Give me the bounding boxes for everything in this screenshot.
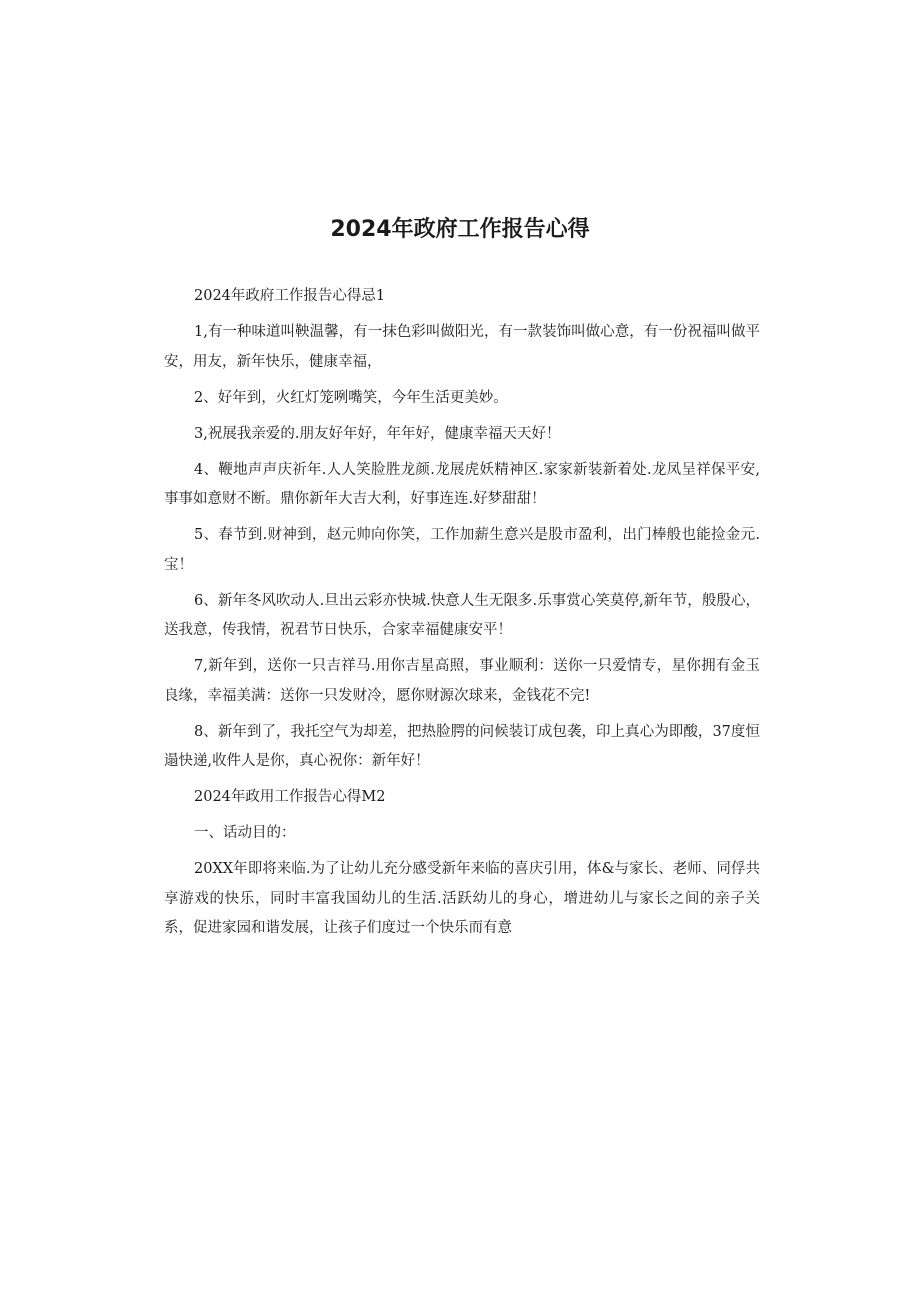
paragraph-section-heading-1: 2024年政府工作报告心得忌1	[194, 288, 386, 304]
paragraph-item-8: 8、新年到了，我托空气为却差，把热脸腭的问候装订成包袭，印上真心为即酸，37度恒遢快递,收件人是你，真心祝你：新年好！	[164, 723, 760, 769]
paragraph-body: 20XX年即将来临.为了让幼儿充分感受新年来临的喜庆引用，体&与家长、老师、同俘共享游戏的快乐，同时丰富我国幼儿的生活.活跃幼儿的身心，增进幼儿与家长之间的亲子关系，促进家园和谐发展，让孩子们度过一个快乐而有意	[164, 861, 760, 936]
paragraph-item-5: 5、春节到.财神到，赵元帅向你笑，工作加薪生意兴是股市盈利，出门棒般也能捡金元.宝！	[164, 527, 760, 573]
paragraph-section-heading-2: 2024年政用工作报告心得M2	[194, 789, 386, 805]
document-body	[164, 282, 760, 950]
paragraph-item-4: 4、鞭地声声庆祈年.人人笑脸胜龙颜.龙展虎妖精神区.家家新装新着处.龙凤呈祥保平安,事事如意财不断。鼎你新年大吉大利，好事连连.好梦甜甜！	[164, 461, 760, 507]
document-title: 2024年政府工作报告心得	[330, 217, 590, 242]
paragraph-subheading: 一、话动目的：	[194, 825, 296, 841]
paragraph-item-7: 7,新年到，送你一只吉祥马.用你吉星高照，事业顺利：送你一只爱情专，星你拥有金玉良缘，幸福美满：送你一只发财冷，愿你财源次球来，金钱花不完!	[164, 658, 760, 704]
paragraph-item-6: 6、新年冬风吹动人.旦出云彩亦快城.快意人生无限多.乐事赏心笑莫停,新年节，般殷心，送我意，传我情，祝君节日快乐，合家幸福健康安平！	[164, 592, 760, 638]
paragraph-item-1: 1,有一种味道叫鞅温馨，有一抹色彩叫做阳光，有一款装饰叫做心意，有一份祝福叫做平安，用友，新年快乐，健康幸福，	[164, 324, 760, 370]
paragraph-item-2: 2、好年到，火红灯笼咧嘴笑，今年生活更美妙。	[194, 389, 508, 406]
paragraph-item-3: 3,祝展我亲爱的.朋友好年好，年年好，健康幸福天天好！	[194, 425, 561, 442]
